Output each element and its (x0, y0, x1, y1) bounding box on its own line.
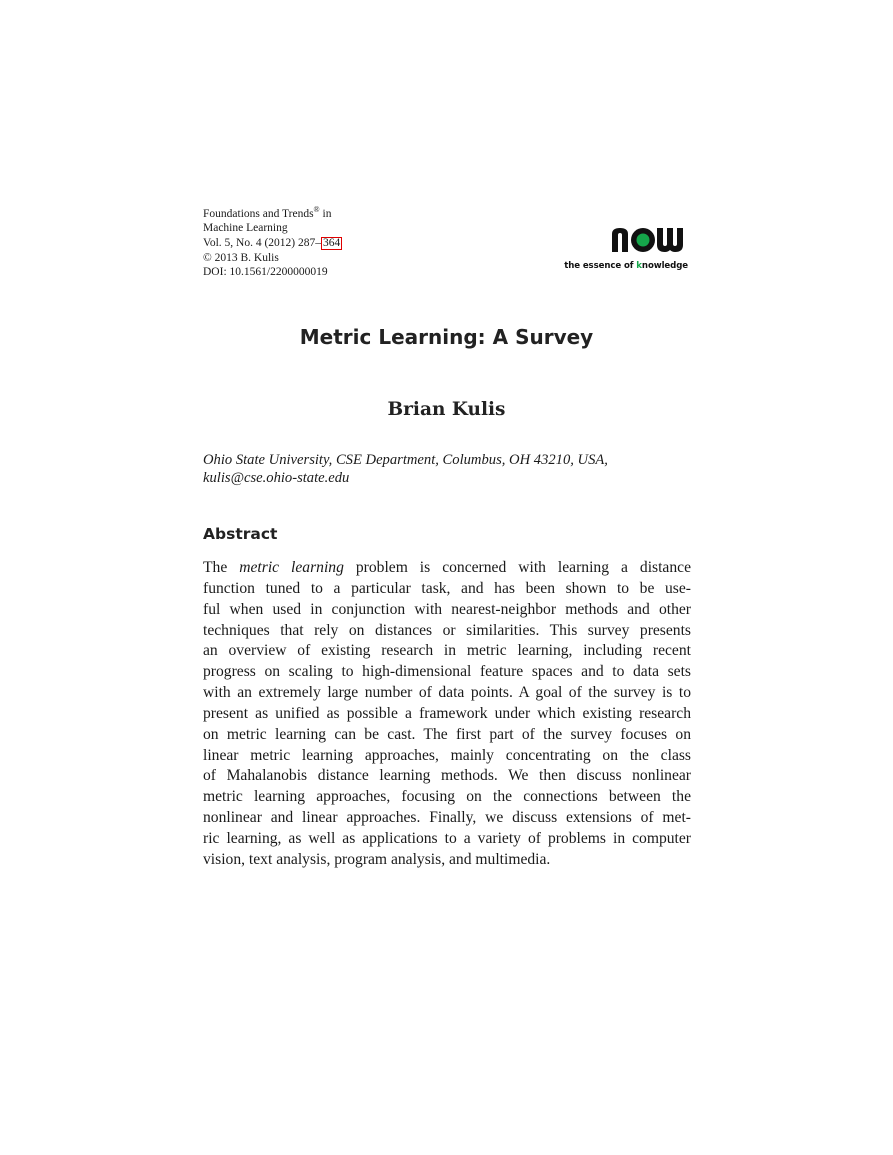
abstract-line: metric learning approaches, focusing on the connections between the (203, 788, 691, 806)
now-publishers-logo (566, 224, 694, 276)
abstract-line: on metric learning can be cast. The first part of the survey focuses on (203, 725, 691, 743)
abstract-line: techniques that rely on distances or similarities. This survey presents (203, 621, 691, 639)
author-name: Brian Kulis (387, 399, 506, 420)
volume-line (203, 236, 463, 251)
abstract-line: progress on scaling to high-dimensional feature spaces and to data sets (203, 663, 691, 681)
journal-name: Foundations and Trends (203, 207, 314, 220)
paper-title: Metric Learning: A Survey (299, 325, 594, 349)
abstract-line: of Mahalanobis distance learning methods. We then discuss nonlinear (203, 767, 691, 785)
author-email[interactable]: kulis@cse.ohio-state.edu (203, 470, 350, 486)
abstract-line-rest: problem is concerned with learning a distance (343, 559, 691, 576)
doi: DOI: 10.1561/2200000019 (203, 266, 328, 279)
tagline-green-letter: k (636, 261, 642, 271)
abstract-line: with an extremely large number of data points. A goal of the survey is to (203, 684, 691, 702)
now-logo-icon (610, 224, 690, 254)
journal-subject: Machine Learning (203, 222, 288, 235)
abstract-line: nonlinear and linear approaches. Finally, we discuss extensions of met- (203, 809, 691, 827)
abstract-line (203, 558, 691, 579)
abstract-line-start: The (203, 559, 240, 576)
author-affiliation (203, 451, 693, 487)
abstract-line: ric learning, as well as applications to a variety of problems in computer (203, 829, 691, 847)
journal-info (203, 203, 463, 280)
abstract-emphasis: metric learning (239, 559, 344, 576)
affiliation-address: Ohio State University, CSE Department, Columbus, OH 43210, USA, (203, 452, 608, 468)
end-page-link[interactable]: 364 (322, 237, 341, 250)
tagline-part2: nowledge (641, 261, 688, 271)
abstract-line: present as unified as possible a framework under which existing research (203, 704, 691, 722)
registered-mark: ® (313, 205, 320, 214)
logo-tagline (564, 261, 688, 271)
copyright: © 2013 B. Kulis (203, 251, 279, 264)
journal-name-suffix: in (319, 207, 332, 220)
abstract-line: function tuned to a particular task, and has been shown to be use- (203, 579, 691, 597)
abstract-line: ful when used in conjunction with nearest-neighbor methods and other (203, 600, 691, 618)
abstract-line: linear metric learning approaches, mainly concentrating on the class (203, 746, 691, 764)
journal-name-line (203, 203, 463, 221)
abstract-text (203, 558, 691, 871)
tagline-part1: the essence of (564, 261, 637, 271)
abstract-line: vision, text analysis, program analysis, and multimedia. (203, 850, 551, 868)
volume-info: Vol. 5, No. 4 (2012) 287– (203, 237, 321, 250)
abstract-heading: Abstract (203, 525, 278, 543)
abstract-line: an overview of existing research in metric learning, including recent (203, 642, 691, 660)
